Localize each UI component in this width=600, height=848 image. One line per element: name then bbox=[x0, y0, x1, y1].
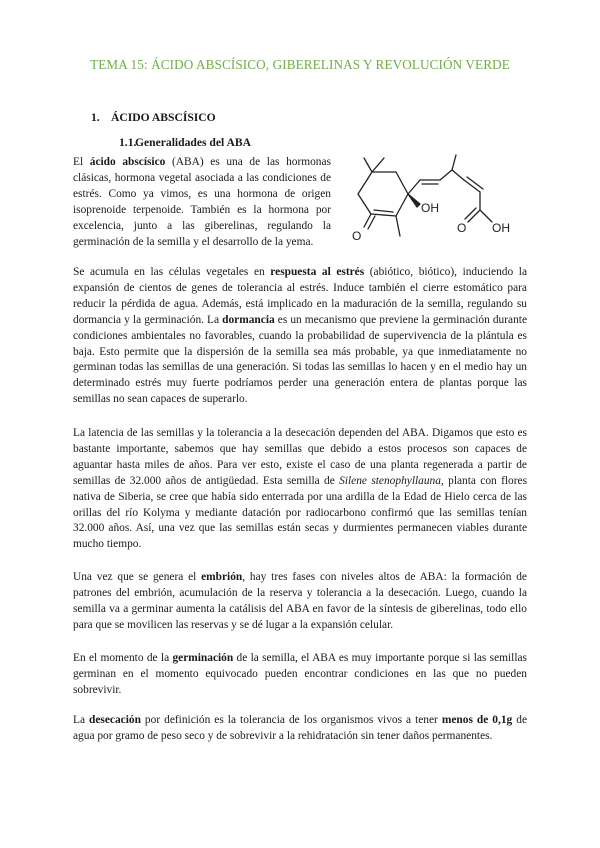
text-run: El bbox=[73, 156, 90, 168]
subsection-heading bbox=[119, 136, 251, 150]
section-label: ÁCIDO ABSCÍSICO bbox=[111, 111, 216, 124]
carboxyl-oh-label: OH bbox=[492, 221, 510, 235]
paragraph-embryo bbox=[73, 570, 527, 634]
text-run: de agua por gramo de peso seco y de sobrevivir a la rehidratación sin tener daños permanentes. bbox=[73, 714, 527, 742]
subsection-number: 1.1. bbox=[119, 136, 137, 149]
subsection-label: Generalidades del ABA bbox=[135, 136, 251, 149]
text-run: por definición es la tolerancia de los organismos vivos a tener bbox=[140, 714, 442, 726]
ketone-oxygen-label: O bbox=[352, 229, 362, 243]
hydroxyl-label: OH bbox=[421, 201, 439, 215]
text-run: La bbox=[73, 714, 90, 726]
text-run: de la semilla, el ABA es muy importante porque si las semillas germinan en el momento equivocado pueden encontrar condiciones en las que no pueden sobrevivir. bbox=[73, 652, 527, 696]
abscisic-acid-structure-diagram bbox=[338, 152, 528, 244]
document-title: TEMA 15: ÁCIDO ABSCÍSICO, GIBERELINAS Y REVOLUCIÓN VERDE bbox=[90, 57, 510, 72]
bold-term: embrión bbox=[201, 571, 243, 583]
text-run: , planta con flores nativa de Siberia, se cree que había sido enterrada por una ardilla de la Edad de Hielo cerca de las orillas del río Kolyma y mediante datación por radiocarbono confirmó que las semillas tenían 32.000 años. Así, una vez que las semillas están secas y durmientes permanecen viables durante mucho tiempo. bbox=[73, 474, 528, 551]
bold-term: dormancia bbox=[222, 313, 275, 326]
text-run: es un mecanismo que previene la germinación durante condiciones ambientales no favorables, cuando la probabilidad de supervivencia de la plántula es baja. Esto permite que la dispersión de la semilla sea más probable, ya que inmediatamente no germinan todas las semillas de una generación. Si todas las semillas lo hacen y en el medio hay un determinado estrés muy fuerte podríamos perder una generación entera de plantas porque las semillas no sean capaces de superarlo. bbox=[73, 313, 527, 406]
text-run: (abiótico, biótico), induciendo la expansión de cientos de genes de tolerancia al estrés. Induce también el cierre estomático para reducir la pérdida de agua. Además, está implicado en la maduración de la semilla, regulando su dormancia y la germinación. La bbox=[73, 266, 527, 326]
paragraph-intro bbox=[73, 155, 331, 250]
section-number: 1. bbox=[91, 111, 100, 124]
bold-term: desecación bbox=[89, 714, 141, 726]
text-run: Una vez que se genera el bbox=[73, 571, 202, 583]
text-run: , hay tres fases con niveles altos de ABA: la formación de patrones del embrión, acumulación de la reserva y tolerancia a la desecación. Luego, cuando la semilla va a germinar aumenta la catálisis del ABA en favor de la síntesis de giberelinas, todo ello para que se movilicen las reservas y se dé lugar a la expansión celular. bbox=[73, 571, 527, 631]
section-heading bbox=[91, 111, 216, 125]
bold-term: germinación bbox=[172, 652, 234, 664]
paragraph-desiccation bbox=[73, 713, 527, 745]
text-run: Se acumula en las células vegetales en bbox=[73, 266, 271, 278]
paragraph-seed-latency bbox=[73, 426, 527, 553]
paragraph-germination bbox=[73, 651, 527, 699]
text-run: (ABA) es una de las hormonas clásicas, hormona vegetal asociada a las condiciones de estrés. Como ya vimos, es una hormona de origen isoprenoide terpenoide. También es la hormona por excelencia, junto a las giberelinas, regulando la germinación de la semilla y el desarrollo de la yema. bbox=[73, 156, 331, 248]
bold-term: menos de 0,1g bbox=[441, 714, 513, 726]
paragraph-stress-response bbox=[73, 265, 527, 408]
bold-term: respuesta al estrés bbox=[270, 266, 365, 278]
bold-term: ácido abscísico bbox=[89, 156, 166, 168]
text-run: En el momento de la bbox=[73, 652, 173, 664]
carbonyl-oxygen-label: O bbox=[457, 221, 467, 235]
species-name: Silene stenophyllauna bbox=[339, 474, 441, 487]
text-run: La latencia de las semillas y la tolerancia a la desecación dependen del ABA. Digamos que esto es bastante importante, sabemos que hay semillas que debido a estos procesos son capaces de aguantar hasta miles de años. Para ver esto, existe el caso de una planta regenerada a partir de semillas de 32.000 años de antigüedad. Esta semilla de bbox=[73, 427, 527, 487]
